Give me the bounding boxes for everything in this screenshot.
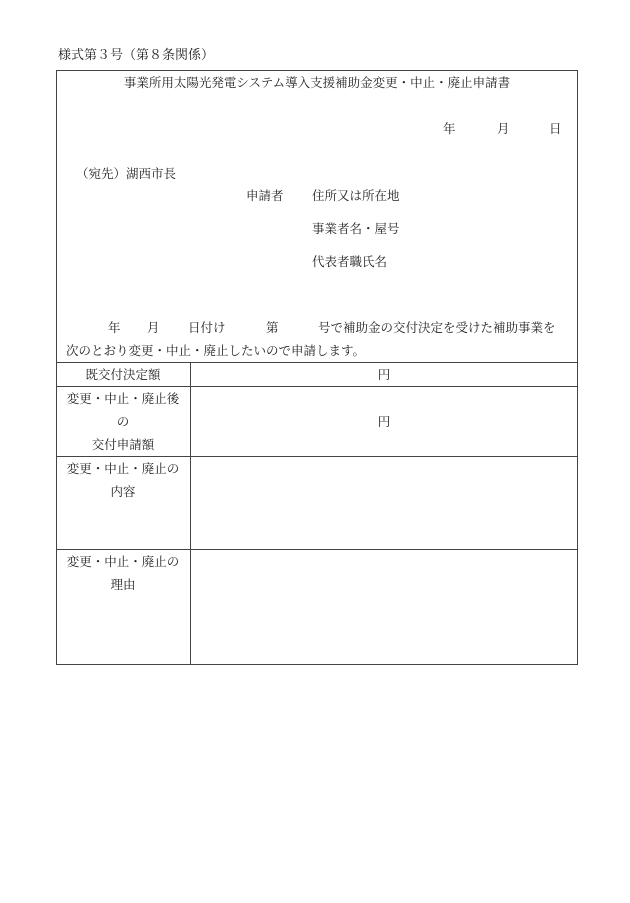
applicant-label: 申請者 — [246, 188, 284, 203]
body-line1-rest: 号で補助金の交付決定を受けた補助事業を — [318, 320, 556, 335]
row2-label-line1: 変更・中止・廃止後 — [66, 391, 180, 406]
date-month: 月 — [497, 121, 510, 136]
body-dated: 日付け — [188, 320, 226, 335]
table-column-divider — [190, 362, 191, 665]
body-month: 月 — [147, 320, 160, 335]
form-title: 事業所用太陽光発電システム導入支援補助金変更・中止・廃止申請書 — [123, 75, 511, 90]
table-row2-divider — [56, 456, 578, 457]
row1-value: 円 — [377, 367, 391, 382]
row4-label-line2: 理由 — [110, 577, 136, 592]
table-row1-divider — [56, 386, 578, 387]
body-year: 年 — [108, 320, 121, 335]
addressee: （宛先）湖西市長 — [76, 166, 177, 181]
row1-label: 既交付決定額 — [85, 367, 161, 382]
date-day: 日 — [549, 121, 562, 136]
body-number-prefix: 第 — [266, 320, 279, 335]
form-number: 様式第３号（第８条関係） — [58, 48, 215, 63]
table-row3-divider — [56, 549, 578, 550]
row3-label-line2: 内容 — [110, 484, 136, 499]
date-year: 年 — [443, 121, 456, 136]
applicant-address: 住所又は所在地 — [312, 188, 400, 203]
applicant-representative: 代表者職氏名 — [312, 254, 388, 269]
row2-label-line3: 交付申請額 — [91, 437, 155, 452]
row4-label-line1: 変更・中止・廃止の — [66, 554, 180, 569]
table-top-line — [56, 362, 578, 363]
row2-value: 円 — [377, 414, 391, 429]
row3-label-line1: 変更・中止・廃止の — [66, 461, 180, 476]
applicant-business-name: 事業者名・屋号 — [312, 221, 400, 236]
row2-label-line2: の — [116, 414, 130, 429]
body-line2: 次のとおり変更・中止・廃止したいので申請します。 — [66, 343, 366, 358]
